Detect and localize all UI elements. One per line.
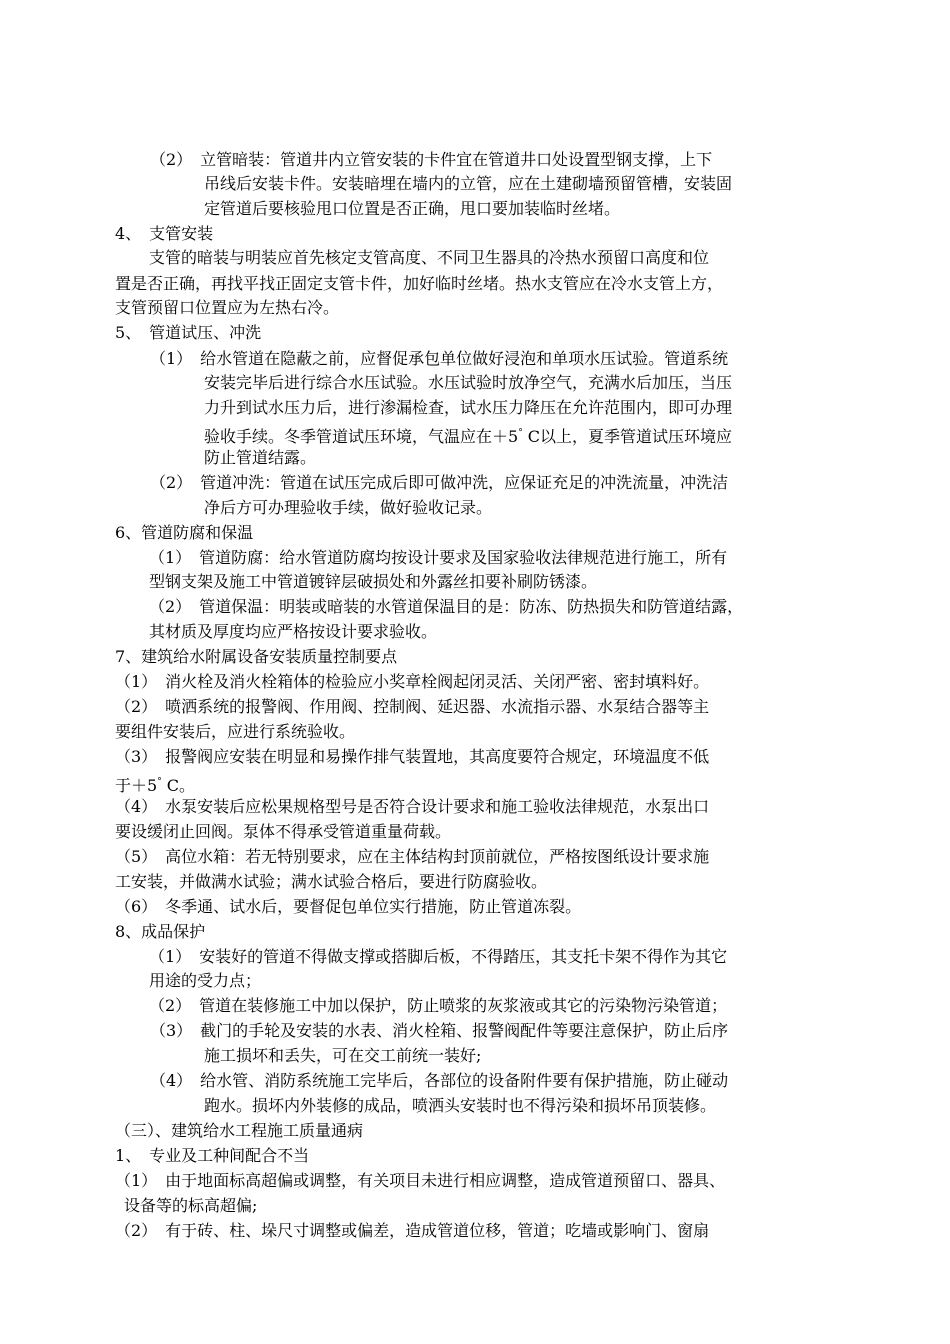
text-line: （2） 管道在装修施工中加以保护，防止喷浆的灰浆液或其它的污染物污染管道；	[149, 996, 728, 1015]
text-line: （1） 由于地面标高超偏或调整，有关项目未进行相应调整，造成管道预留口、器具、	[115, 1171, 726, 1190]
text-fragment: 验收手续。冬季管道试压环境，气温应在＋5	[204, 427, 519, 446]
section-heading: 8、成品保护	[115, 922, 206, 941]
text-line: （3） 报警阀应安装在明显和易操作排气装置地，其高度要符合规定，环境温度不低	[115, 747, 710, 766]
text-line: 工安装，并做满水试验；满水试验合格后，要进行防腐验收。	[115, 872, 548, 891]
text-line: （3） 截门的手轮及安装的水表、消火栓箱、报警阀配件等要注意保护，防止后序	[150, 1021, 729, 1040]
text-line: 支管预留口位置应为左热右冷。	[115, 298, 340, 317]
section-heading: 6、管道防腐和保温	[115, 523, 254, 542]
text-line: 施工损坏和丢失，可在交工前统一装好;	[204, 1046, 482, 1065]
text-line: 设备等的标高超偏;	[124, 1196, 258, 1215]
text-line: （2） 管道保温：明装或暗装的水管道保温目的是：防冻、防热损失和防管道结露，	[149, 597, 744, 616]
text-line: （1） 安装好的管道不得做支撑或搭脚后板，不得踏压，其支托卡架不得作为其它	[149, 947, 728, 966]
section-heading: 4、 支管安装	[115, 224, 214, 243]
section-heading: 1、 专业及工种间配合不当	[115, 1146, 310, 1165]
text-line	[115, 770, 195, 798]
text-line: （2） 喷洒系统的报警阀、作用阀、控制阀、延迟器、水流指示器、水泵结合器等主	[115, 697, 710, 716]
text-line: 置是否正确，再找平找正固定支管卡件，加好临时丝堵。热水支管应在冷水支管上方，	[115, 274, 724, 293]
text-line: 用途的受力点；	[149, 971, 262, 990]
degree-mark: °	[157, 777, 162, 787]
text-fragment: 于＋5	[115, 776, 158, 795]
text-line: （5） 高位水箱：若无特别要求，应在主体结构封顶前就位，严格按图纸设计要求施	[115, 847, 710, 866]
text-line: 跑水。损坏内外装修的成品，喷洒头安装时也不得污染和损坏吊顶装修。	[204, 1096, 717, 1115]
text-line: （4） 给水管、消防系统施工完毕后，各部位的设备附件要有保护措施，防止碰动	[150, 1071, 729, 1090]
text-line: （4） 水泵安装后应松果规格型号是否符合设计要求和施工验收法律规范，水泵出口	[115, 797, 710, 816]
text-line: （6） 冬季通、试水后，要督促包单位实行措施，防止管道冻裂。	[115, 897, 582, 916]
section-heading: 5、 管道试压、冲洗	[115, 323, 262, 342]
text-fragment: C。	[161, 776, 196, 795]
text-line: 吊线后安装卡件。安装暗埋在墙内的立管，应在土建砌墙预留管槽，安装固	[204, 174, 733, 193]
degree-mark: °	[518, 428, 523, 438]
text-line: 防止管道结露。	[204, 448, 317, 467]
text-line: 其材质及厚度均应严格按设计要求验收。	[149, 622, 438, 641]
text-line: （1） 给水管道在隐蔽之前，应督促承包单位做好浸泡和单项水压试验。管道系统	[150, 349, 729, 368]
text-line: （2） 有于砖、柱、垛尺寸调整或偏差，造成管道位移，管道；吃墙或影响门、窗扇	[115, 1221, 710, 1240]
text-line: （2） 管道冲洗：管道在试压完成后即可做冲洗，应保证充足的冲洗流量，冲洗洁	[150, 473, 729, 492]
section-heading: （三）、建筑给水工程施工质量通病	[115, 1121, 364, 1140]
text-line: 要设缓闭止回阀。泵体不得承受管道重量荷载。	[115, 822, 452, 841]
text-line: （1） 管道防腐：给水管道防腐均按设计要求及国家验收法律规范进行施工，所有	[149, 548, 728, 567]
text-line: （2） 立管暗装：管道井内立管安装的卡件宜在管道井口处设置型钢支撑，上下	[150, 150, 713, 169]
text-line: 支管的暗装与明装应首先核定支管高度、不同卫生器具的冷热水预留口高度和位	[149, 248, 710, 267]
text-line: 力升到试水压力后，进行渗漏检查，试水压力降压在允许范围内，即可办理	[204, 398, 733, 417]
text-line: 净后方可办理验收手续，做好验收记录。	[204, 498, 493, 517]
text-line: 要组件安装后，应进行系统验收。	[115, 722, 356, 741]
text-line: 安装完毕后进行综合水压试验。水压试验时放净空气，充满水后加压，当压	[204, 373, 733, 392]
text-line: （1） 消火栓及消火栓箱体的检验应小奖章栓阀起闭灵活、关闭严密、密封填料好。	[115, 672, 710, 691]
text-line: 定管道后要核验甩口位置是否正确，甩口要加装临时丝堵。	[204, 199, 621, 218]
text-fragment: C以上，夏季管道试压环境应	[522, 427, 733, 446]
section-heading: 7、建筑给水附属设备安装质量控制要点	[115, 647, 398, 666]
text-line	[204, 421, 732, 449]
text-line: 型钢支架及施工中管道镀锌层破损处和外露丝扣要补刷防锈漆。	[149, 572, 598, 591]
